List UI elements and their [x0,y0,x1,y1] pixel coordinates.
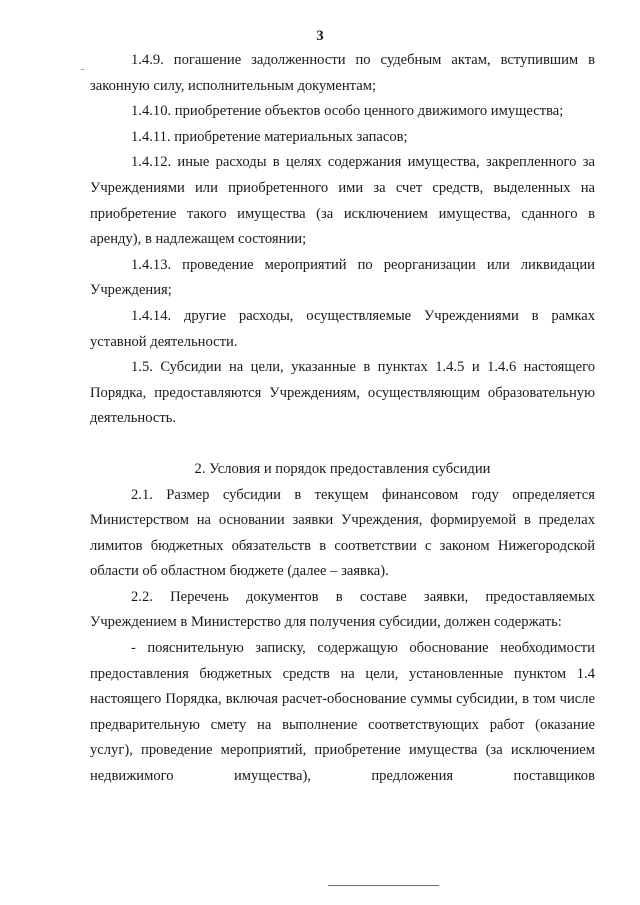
paragraph-1-4-11: 1.4.11. приобретение материальных запасов; [131,128,408,145]
paragraph-1-4-13: 1.4.13. проведение мероприятий по реорганизации или ликвидации Учреждения; [90,256,595,299]
footer-rule [328,885,439,886]
section-heading: 2. Условия и порядок предоставления субсидии [194,460,491,477]
paragraph-1-5: 1.5. Субсидии на цели, указанные в пунктах 1.4.5 и 1.4.6 настоящего Порядка, предоставляются Учреждениям, осуществляющим образовательную деятельность. [90,359,595,427]
paragraph-2-1: 2.1. Размер субсидии в текущем финансовом году определяется Министерством на основании заявки Учреждения, формируемой в пределах лимитов бюджетных обязательств в соответствии с законом Нижегородской области об областном бюджете (далее – заявка). [90,486,595,580]
paragraph-1-4-14: 1.4.14. другие расходы, осуществляемые Учреждениями в рамках уставной деятельности. [90,307,595,350]
page-number: 3 [316,28,324,44]
paragraph-1-4-10: 1.4.10. приобретение объектов особо ценного движимого имущества; [131,103,564,120]
paragraph-2-2: 2.2. Перечень документов в составе заявки, предоставляемых Учреждением в Министерство для получения субсидии, должен содержать: [90,588,595,631]
document-body [90,48,595,790]
paragraph-1-4-12: 1.4.12. иные расходы в целях содержания имущества, закрепленного за Учреждениями или приобретенного ими за счет средств, выделенных на приобретение такого имущества (за исключением имущества, сданного в аренду), в надлежащем состоянии; [90,154,595,248]
scan-speck [81,69,84,70]
paragraph-explanatory-note: - пояснительную записку, содержащую обоснование необходимости предоставления бюджетных средств на цели, установленные пунктом 1.4 настоящего Порядка, включая расчет-обоснование суммы субсидии, в том числе предварительную смету на выполнение соответствующих работ (оказание услуг), проведение мероприятий, приобретение имущества (за исключением недвижимого имущества), предложения поставщиков [90,640,595,785]
paragraph-1-4-9: 1.4.9. погашение задолженности по судебным актам, вступившим в законную силу, исполнительным документам; [90,52,595,94]
